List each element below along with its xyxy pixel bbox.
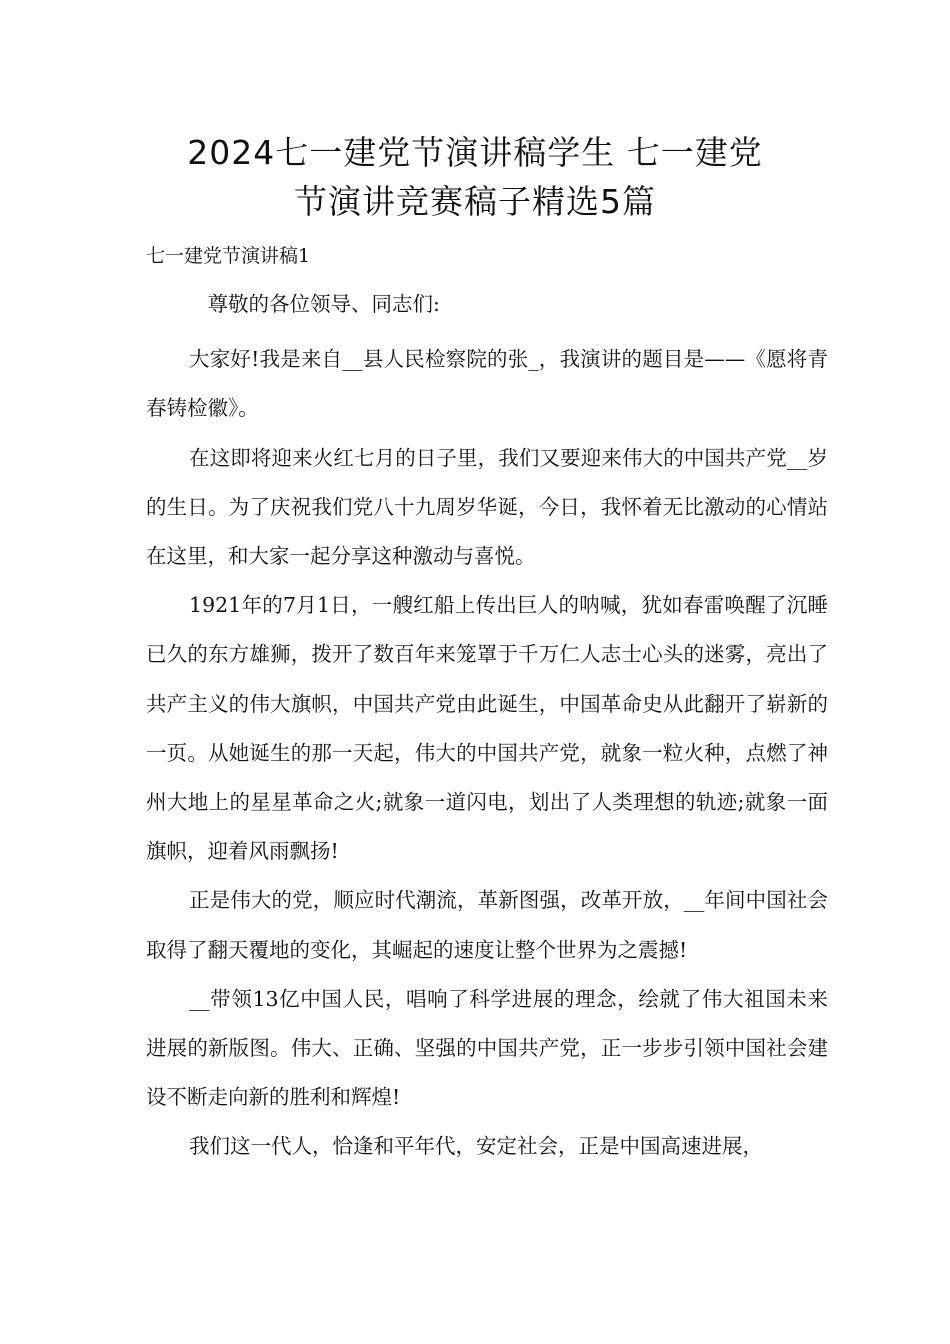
paragraph-5: __带领13亿中国人民，唱响了科学进展的理念，绘就了伟大祖国未来进展的新版图。伟大、正确、坚强的中国共产党，正一步步引领中国社会建设不断走向新的胜利和辉煌! [146, 986, 828, 1110]
paragraph-6: 我们这一代人，恰逢和平年代，安定社会，正是中国高速进展， [189, 1134, 764, 1159]
greeting: 尊敬的各位领导、同志们: [207, 292, 440, 316]
paragraph-2: 在这即将迎来火红七月的日子里，我们又要迎来伟大的中国共产党__岁的生日。为了庆祝我们党八十九周岁华诞，今日，我怀着无比激动的心情站在这里，和大家一起分享这种激动与喜悦。 [146, 445, 828, 569]
document-title [120, 128, 830, 226]
paragraph-3: 1921年的7月1日，一艘红船上传出巨人的呐喊，犹如春雷唤醒了沉睡已久的东方雄狮，拨开了数百年来笼罩于千万仁人志士心头的迷雾，亮出了共产主义的伟大旗帜，中国共产党由此诞生，中国革命史从此翻开了崭新的一页。从她诞生的那一天起，伟大的中国共产党，就象一粒火种，点燃了神州大地上的星星革命之火;就象一道闪电，划出了人类理想的轨迹;就象一面旗帜，迎着风雨飘扬! [146, 593, 828, 864]
paragraph-1: 大家好!我是来自__县人民检察院的张_，我演讲的题目是——《愿将青春铸检徽》。 [146, 347, 828, 421]
title-line-1: 2024七一建党节演讲稿学生 七一建党 [187, 133, 763, 172]
paragraph-4: 正是伟大的党，顺应时代潮流，革新图强，改革开放，__年间中国社会取得了翻天覆地的变化，其崛起的速度让整个世界为之震撼! [146, 888, 828, 962]
section-heading: 七一建党节演讲稿1 [146, 245, 311, 267]
speech-body [146, 280, 828, 1172]
title-line-2: 节演讲竞赛稿子精选5篇 [294, 182, 656, 221]
